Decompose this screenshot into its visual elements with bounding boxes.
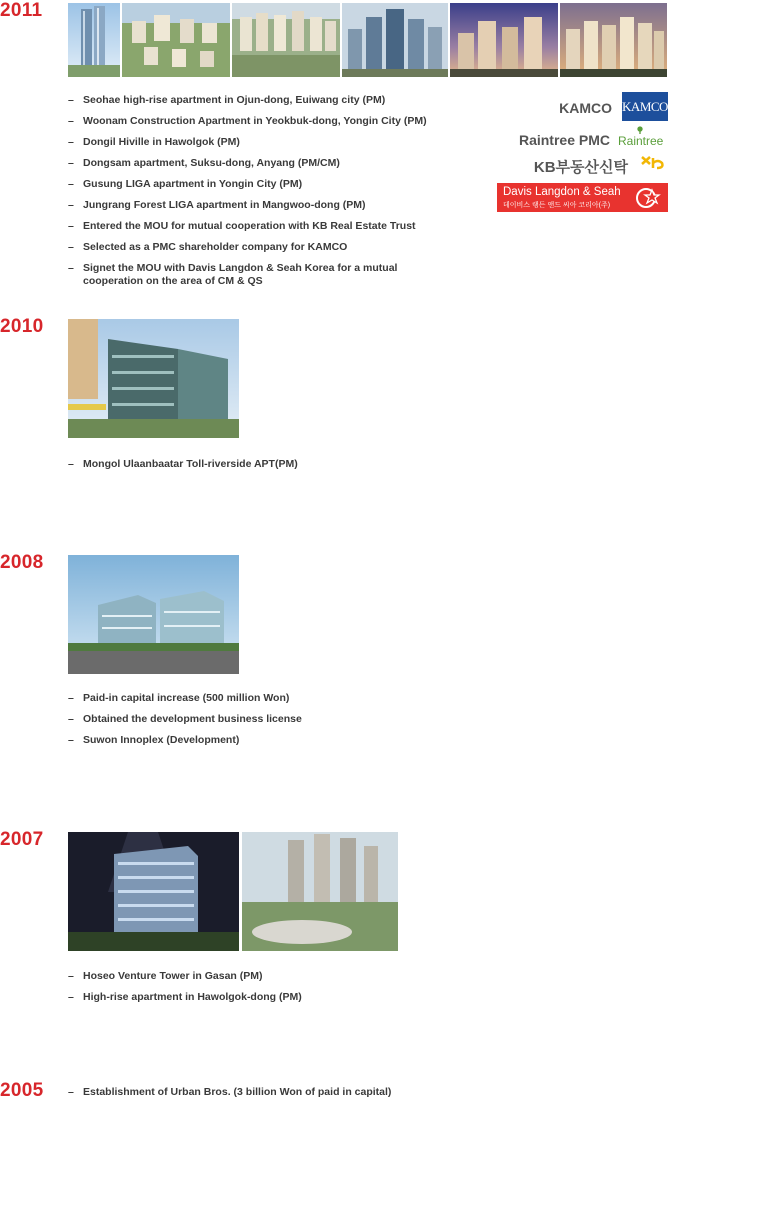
dash-bullet: –: [68, 458, 74, 470]
items-2005: [68, 1086, 391, 1107]
building-photo-2007-b: [242, 832, 398, 951]
timeline-item: – Jungrang Forest LIGA apartment in Mangwoo-dong (PM): [68, 199, 366, 211]
dash-bullet: –: [68, 157, 74, 169]
building-photo-2010: [68, 319, 239, 438]
timeline-item: – Suwon Innoplex (Development): [68, 734, 240, 746]
building-photo-2: [122, 3, 230, 77]
year-2007: 2007: [0, 829, 44, 850]
dash-bullet: –: [68, 734, 74, 746]
dash-bullet: –: [68, 713, 74, 725]
timeline-item: – Dongsam apartment, Suksu-dong, Anyang (PM/CM): [68, 157, 340, 169]
year-2010: 2010: [0, 316, 44, 337]
building-photo-6: [560, 3, 667, 77]
year-2011: 2011: [0, 0, 43, 21]
building-photo-1: [68, 3, 120, 77]
building-photo-4: [342, 3, 448, 77]
dash-bullet: –: [68, 220, 74, 232]
dash-bullet: –: [68, 136, 74, 148]
partner-logos: [496, 92, 668, 214]
timeline-item: – Woonam Construction Apartment in Yeokbuk-dong, Yongin City (PM): [68, 115, 427, 127]
building-photo-3: [232, 3, 340, 77]
timeline-item: – Dongil Hiville in Hawolgok (PM): [68, 136, 240, 148]
building-photo-5: [450, 3, 558, 77]
year-2008: 2008: [0, 552, 44, 573]
dls-logo: Davis Langdon & Seah 데이비스 랭든 앤드 씨아 코리아(주): [497, 183, 668, 212]
dash-bullet: –: [68, 970, 74, 982]
dash-bullet: –: [68, 262, 74, 274]
items-2008: [68, 692, 302, 755]
dash-bullet: –: [68, 1086, 74, 1098]
kamco-logo: KAMCO: [622, 92, 668, 121]
timeline-item: – Selected as a PMC shareholder company for KAMCO: [68, 241, 348, 253]
timeline-item: – Signet the MOU with Davis Langdon & Seah Korea for a mutual cooperation on the area of CM & QS: [68, 262, 398, 287]
dash-bullet: –: [68, 115, 74, 127]
star-circle-icon: [633, 186, 663, 210]
dash-bullet: –: [68, 241, 74, 253]
timeline-item: – High-rise apartment in Hawolgok-dong (PM): [68, 991, 302, 1003]
dash-bullet: –: [68, 94, 74, 106]
timeline-item: – Establishment of Urban Bros. (3 billion Won of paid in capital): [68, 1086, 392, 1098]
timeline-item: – Gusung LIGA apartment in Yongin City (PM): [68, 178, 303, 190]
kb-logo-icon: [640, 154, 668, 172]
items-2010: [68, 458, 298, 479]
timeline-item: – Entered the MOU for mutual cooperation with KB Real Estate Trust: [68, 220, 416, 232]
dash-bullet: –: [68, 178, 74, 190]
items-2011: [68, 94, 427, 296]
dash-bullet: –: [68, 692, 74, 704]
timeline-item: – Mongol Ulaanbaatar Toll-riverside APT(PM): [68, 458, 298, 470]
dash-bullet: –: [68, 199, 74, 211]
raintree-logo: Raintree: [618, 125, 666, 149]
timeline-item: – Obtained the development business license: [68, 713, 302, 725]
timeline-item: – Seohae high-rise apartment in Ojun-dong, Euiwang city (PM): [68, 94, 386, 106]
building-photo-2007-a: [68, 832, 239, 951]
kb-name: KB부동산신탁: [533, 159, 628, 176]
year-2005: 2005: [0, 1080, 44, 1101]
kamco-name: KAMCO: [559, 100, 612, 116]
dash-bullet: –: [68, 991, 74, 1003]
raintree-name: Raintree PMC: [518, 132, 610, 148]
building-photo-2008: [68, 555, 239, 674]
timeline-item: – Hoseo Venture Tower in Gasan (PM): [68, 970, 263, 982]
items-2007: [68, 970, 302, 1012]
timeline-item: – Paid-in capital increase (500 million Won): [68, 692, 290, 704]
